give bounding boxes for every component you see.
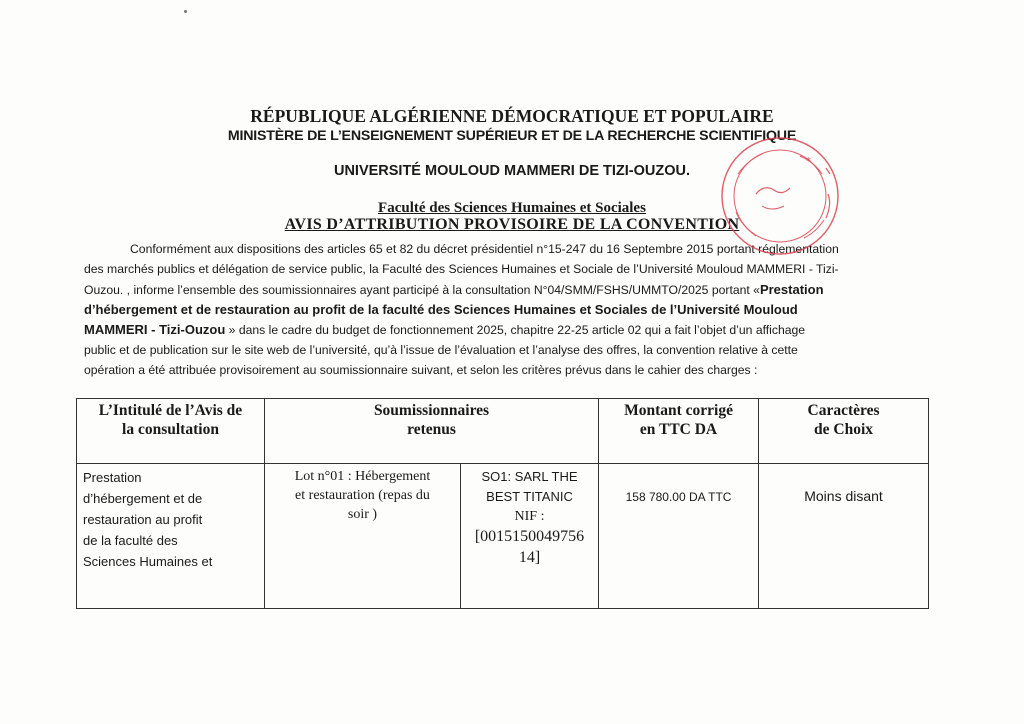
header-text: Soumissionnaires <box>373 402 490 419</box>
cell-choix: Moins disant <box>759 464 929 609</box>
cell-line: Prestation <box>83 470 142 485</box>
body-line: public et de publication sur le site web de l’université, qu’à l’issue de l’évaluation et l’analyse des offres, la convention relative à cette <box>84 342 798 357</box>
table-row <box>77 464 929 609</box>
notice-body <box>84 240 940 381</box>
header-choix <box>759 399 929 464</box>
cell-line: d’hébergement et de <box>83 491 203 506</box>
cell-line: de la faculté des <box>83 533 178 548</box>
notice-title: AVIS D’ATTRIBUTION PROVISOIRE DE LA CONVENTION <box>284 216 740 233</box>
header-text: de Choix <box>814 421 874 438</box>
header-intitule <box>77 399 265 464</box>
cell-line: et restauration (repas du <box>295 488 430 503</box>
body-line: d’hébergement et de restauration au profit de la faculté des Sciences Humaines et Sociales de l’Université Mouloud <box>84 302 798 318</box>
header-montant <box>599 399 759 464</box>
body-text-segment: Ouzou. , informe l’ensemble des soumissionnaires ayant participé à la consultation N°04/SMM/FSHS/UMMTO/2025 portant « <box>84 282 760 297</box>
award-table <box>76 398 929 609</box>
body-line <box>84 280 940 301</box>
nif-value: [0015150049756 <box>474 528 585 545</box>
body-text-segment: » dans le cadre du budget de fonctionnement 2025, chapitre 22-25 article 02 qui a fait l’objet d’un affichage <box>225 323 806 338</box>
cell-line: Sciences Humaines et <box>83 554 213 569</box>
university-heading: UNIVERSITÉ MOULOUD MAMMERI DE TIZI-OUZOU. <box>333 163 691 179</box>
ministry-heading: MINISTÈRE DE L’ENSEIGNEMENT SUPÉRIEUR ET DE LA RECHERCHE SCIENTIFIQUE <box>227 128 797 144</box>
cell-soumissionnaire <box>461 464 599 609</box>
header-soumissionnaires <box>265 399 599 464</box>
body-line <box>84 320 940 341</box>
nif-value: 14] <box>518 549 541 566</box>
body-line: des marchés publics et délégation de service public, la Faculté des Sciences Humaines et Sociale de l’Université Mouloud MAMMERI - Tizi- <box>84 261 839 276</box>
table-header-row <box>77 399 929 464</box>
faculty-heading: Faculté des Sciences Humaines et Sociales <box>378 200 646 216</box>
cell-line: restauration au profit <box>83 512 203 527</box>
header-text: Montant corrigé <box>624 402 733 419</box>
cell-lot <box>265 464 461 609</box>
body-bold-segment: MAMMERI - Tizi-Ouzou <box>84 322 226 338</box>
republic-heading: RÉPUBLIQUE ALGÉRIENNE DÉMOCRATIQUE ET POPULAIRE <box>250 106 774 126</box>
header-text: en TTC DA <box>639 421 718 438</box>
body-bold-segment: Prestation <box>759 281 824 297</box>
speck <box>184 10 187 13</box>
header-text: L’Intitulé de l’Avis de <box>98 402 243 419</box>
body-line: opération a été attribuée provisoirement au soumissionnaire suivant, et selon les critères prévus dans le cahier des charges : <box>84 362 758 377</box>
body-line: Conformément aux dispositions des articles 65 et 82 du décret présidentiel n°15-247 du 16 Septembre 2015 portant réglementation <box>130 242 839 256</box>
cell-line: soir ) <box>347 507 378 522</box>
cell-intitule <box>77 464 265 609</box>
nif-label: NIF : <box>514 509 545 524</box>
cell-montant: 158 780.00 DA TTC <box>599 464 759 609</box>
cell-line: Lot n°01 : Hébergement <box>294 469 431 484</box>
svg-text:*: * <box>806 156 811 167</box>
header-text: la consultation <box>122 421 219 438</box>
cell-line: BEST TITANIC <box>486 489 573 504</box>
header-text: retenus <box>407 421 456 438</box>
cell-line: SO1: SARL THE <box>481 469 578 484</box>
header-text: Caractères <box>807 402 880 419</box>
